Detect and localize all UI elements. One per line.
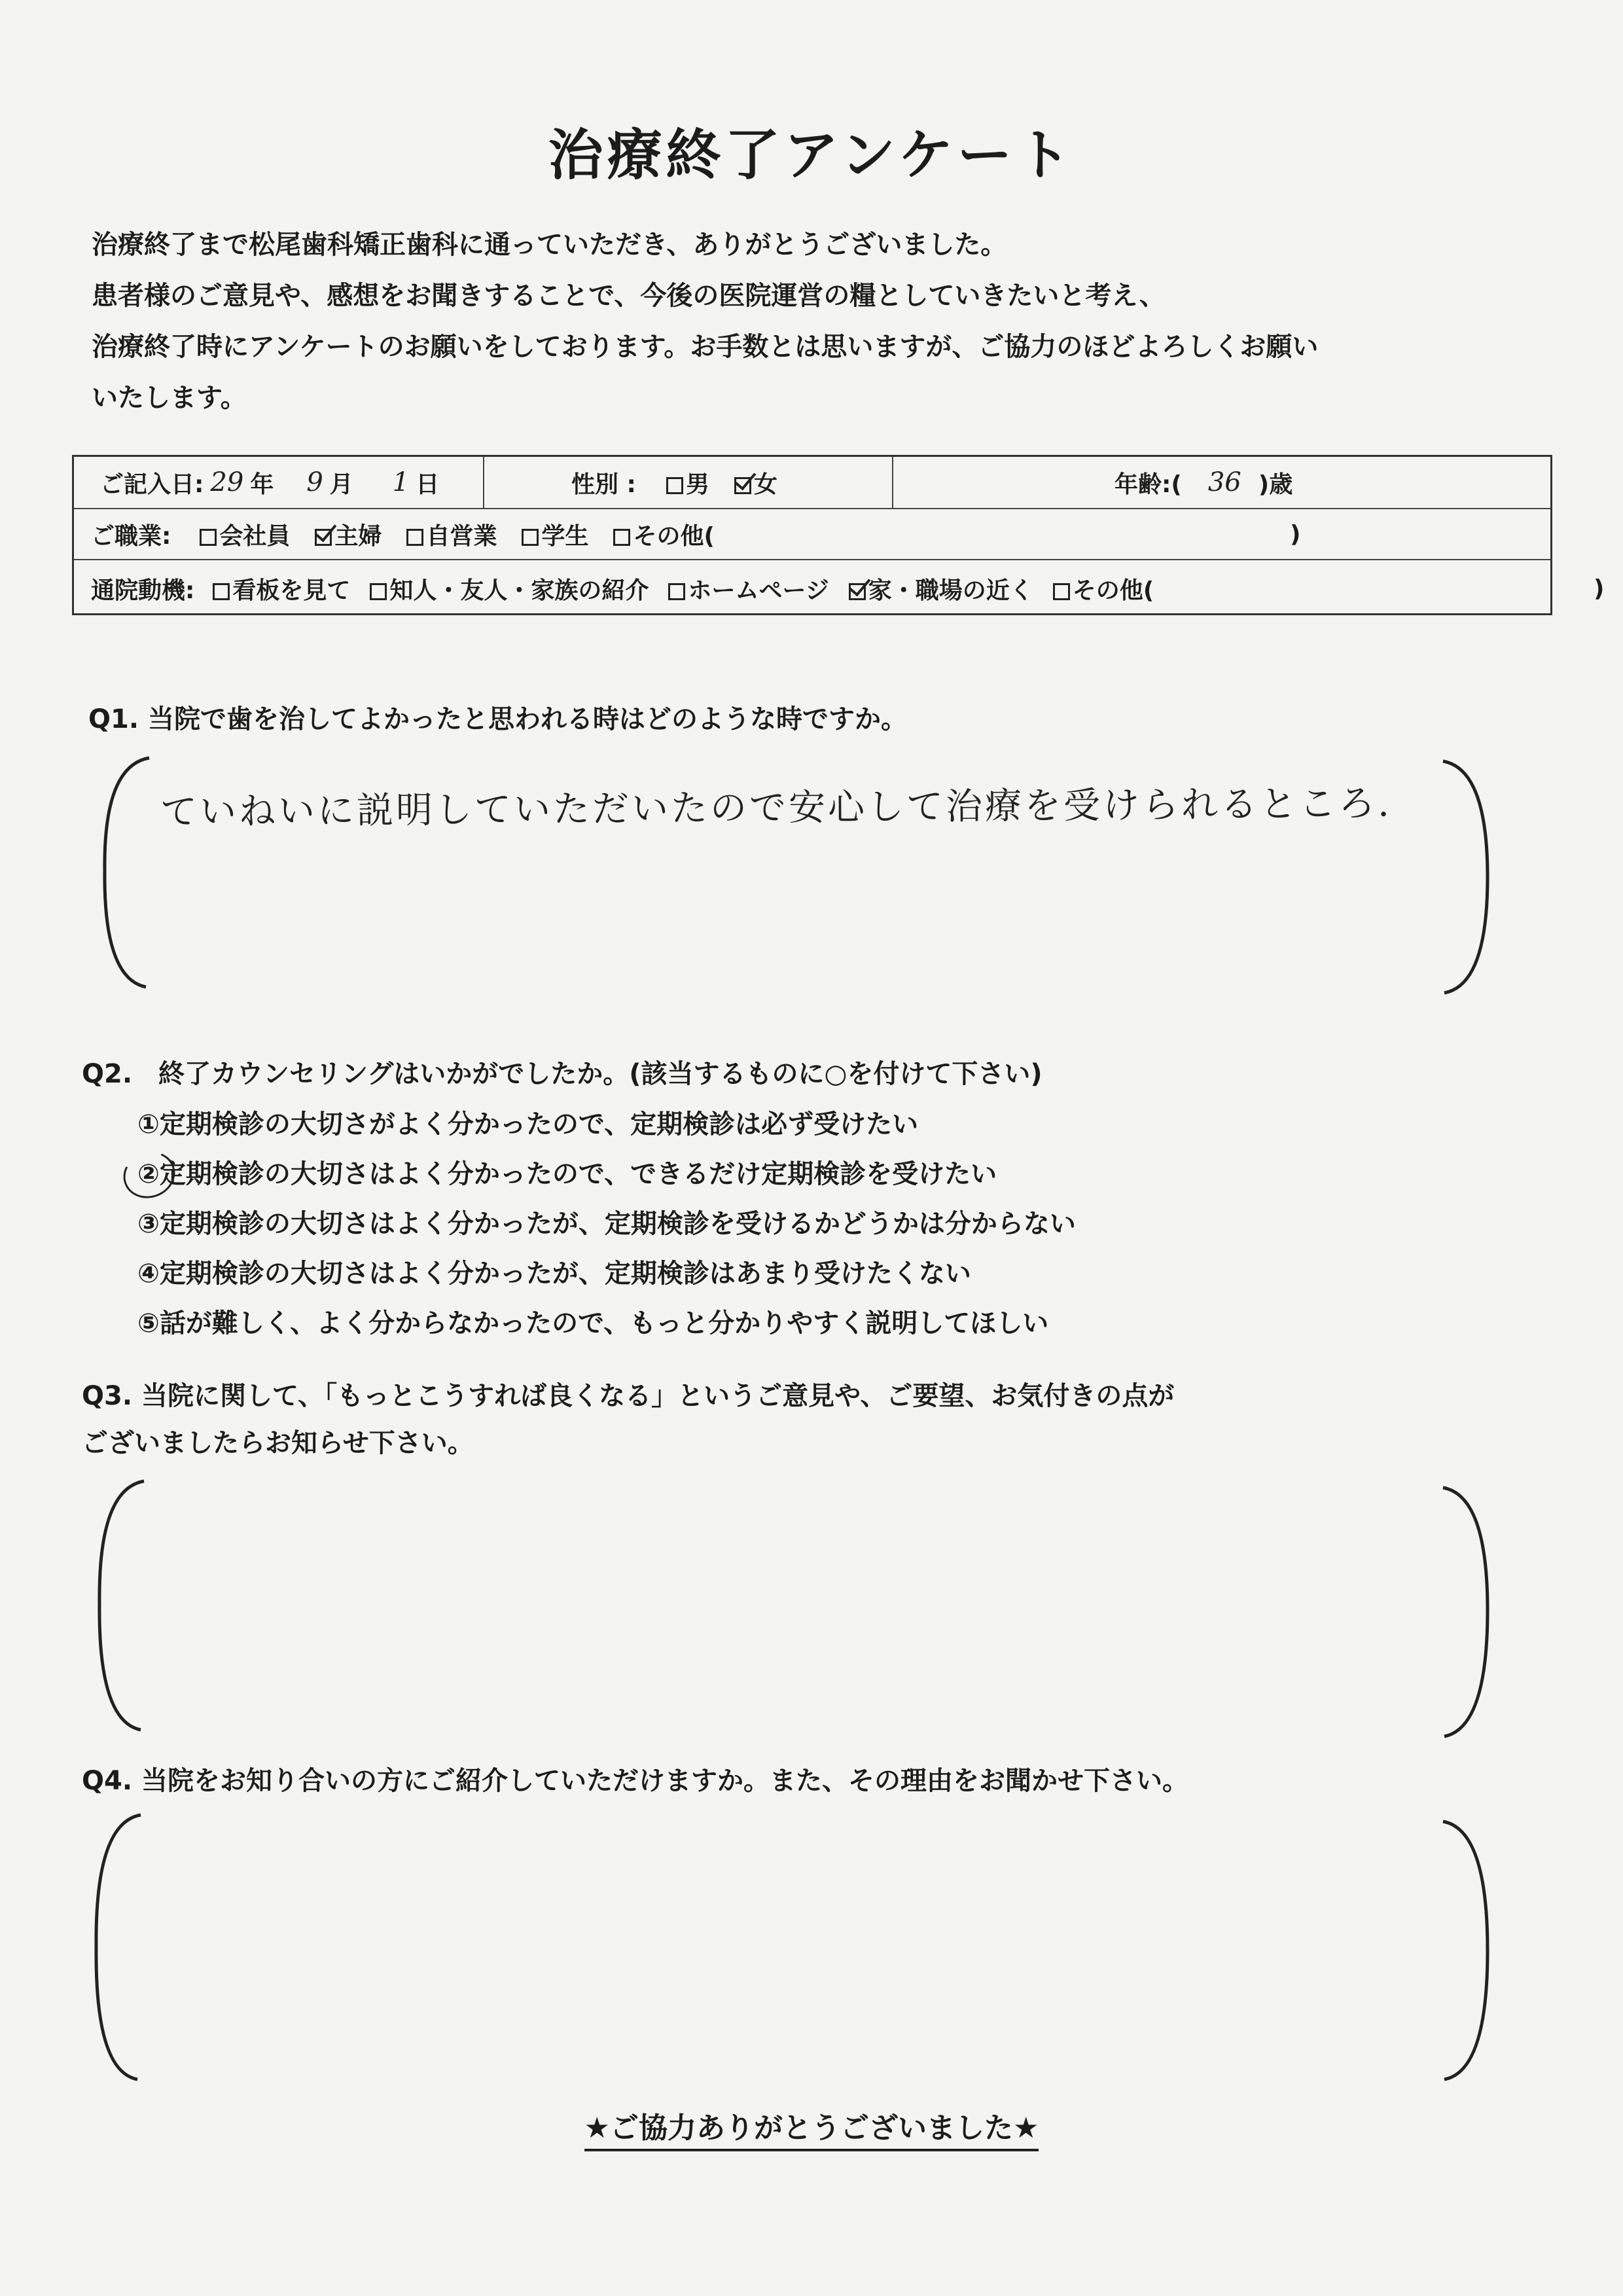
job-option-self-employed[interactable]: 自営業 xyxy=(406,518,497,551)
occupation-field xyxy=(91,509,740,559)
checkbox-icon[interactable] xyxy=(200,529,217,546)
divider xyxy=(483,457,484,508)
date-month-value: 9 xyxy=(306,467,323,497)
intro-line: いたします。 xyxy=(92,383,247,413)
job-option-housewife[interactable]: 主婦 xyxy=(315,518,382,551)
motive-option-referral[interactable]: 知人・友人・家族の紹介 xyxy=(370,572,649,605)
q3-question-line1: Q3. 当院に関して、「もっとこうすれば良くなる」というご意見や、ご要望、お気付きの点が xyxy=(82,1381,1175,1411)
q3-left-bracket-icon xyxy=(92,1476,151,1734)
intro-line: 患者様のご意見や、感想をお聞きすることで、今後の医院運営の糧としていきたいと考え、 xyxy=(92,281,1166,311)
job-option-other[interactable]: その他( xyxy=(613,518,714,551)
q2-choice[interactable]: ④定期検診の大切さはよく分かったが、定期検診はあまり受けたくない xyxy=(137,1259,971,1289)
motive-option-signboard[interactable]: 看板を見て xyxy=(213,572,350,605)
q2-choices xyxy=(137,1100,1076,1348)
q4-left-bracket-icon xyxy=(88,1810,147,2085)
q3-question-line2: ございましたらお知らせ下さい。 xyxy=(82,1428,474,1458)
motive-label: 通院動機: xyxy=(91,577,195,604)
gender-label: 性別 : xyxy=(571,471,636,498)
info-row-date-gender-age xyxy=(74,457,1550,509)
gender-male-option[interactable]: 男 xyxy=(666,466,709,499)
q3-answer-field[interactable] xyxy=(157,1486,1433,1728)
page-title: 治療終了アンケート xyxy=(548,123,1075,187)
checkbox-checked-icon[interactable] xyxy=(315,529,332,546)
q4-answer-field[interactable] xyxy=(157,1820,1433,2075)
q1-left-bracket-icon xyxy=(97,753,156,992)
checkbox-icon[interactable] xyxy=(613,529,630,546)
job-option-student[interactable]: 学生 xyxy=(522,518,588,551)
checkbox-icon[interactable] xyxy=(370,583,387,600)
occupation-close-paren: ) xyxy=(1290,520,1301,548)
gender-female-option[interactable]: 女 xyxy=(734,466,777,499)
q1-answer-field[interactable]: ていねいに説明していただいたので安心して治療を受けられるところ. xyxy=(160,782,1393,834)
checkbox-icon[interactable] xyxy=(522,529,539,546)
date-year-value: 29 xyxy=(210,467,244,497)
info-row-occupation xyxy=(74,509,1550,560)
intro-line: 治療終了時にアンケートのお願いをしております。お手数とは思いますが、ご協力のほどよろしくお願い xyxy=(92,332,1319,362)
age-unit: )歳 xyxy=(1258,471,1293,498)
day-unit: 日 xyxy=(416,471,440,498)
occupation-label: ご職業: xyxy=(91,522,171,550)
motive-option-nearby[interactable]: 家・職場の近く xyxy=(849,572,1033,605)
checkbox-icon[interactable] xyxy=(666,477,683,494)
intro-line: 治療終了まで松尾歯科矯正歯科に通っていただき、ありがとうございました。 xyxy=(92,230,1007,260)
checkbox-checked-icon[interactable] xyxy=(849,583,866,600)
age-field[interactable] xyxy=(1115,457,1293,508)
q2-choice[interactable]: ①定期検診の大切さがよく分かったので、定期検診は必ず受けたい xyxy=(137,1109,919,1139)
date-field[interactable] xyxy=(100,457,439,508)
patient-info-table xyxy=(72,455,1605,615)
q3-right-bracket-icon xyxy=(1436,1482,1495,1741)
month-unit: 月 xyxy=(329,471,353,498)
q2-choice-selected[interactable]: ②定期検診の大切さはよく分かったので、できるだけ定期検診を受けたい xyxy=(137,1149,1076,1199)
gender-field xyxy=(571,457,802,508)
q2-choice[interactable]: ③定期検診の大切さはよく分かったが、定期検診を受けるかどうかは分からない xyxy=(137,1209,1076,1239)
checkbox-checked-icon[interactable] xyxy=(734,477,751,494)
q4-question: Q4. 当院をお知り合いの方にご紹介していただけますか。また、その理由をお聞かせ下さい。 xyxy=(82,1766,1188,1796)
q2-question: Q2. 終了カウンセリングはいかがでしたか。(該当するものに○を付けて下さい) xyxy=(82,1059,1043,1089)
checkbox-icon[interactable] xyxy=(668,583,685,600)
q2-choice[interactable]: ⑤話が難しく、よく分からなかったので、もっと分かりやすく説明してほしい xyxy=(137,1308,1049,1338)
age-value: 36 xyxy=(1207,467,1241,497)
checkbox-icon[interactable] xyxy=(213,583,230,600)
motive-close-paren: ) xyxy=(1594,575,1605,602)
year-unit: 年 xyxy=(250,471,274,498)
age-label: 年齢:( xyxy=(1115,471,1182,498)
footer-thanks: ★ご協力ありがとうございました★ xyxy=(0,2104,1623,2146)
motive-field xyxy=(91,560,1179,617)
divider xyxy=(892,457,893,508)
date-label: ご記入日: xyxy=(100,471,204,498)
checkbox-icon[interactable] xyxy=(1053,583,1070,600)
q1-right-bracket-icon xyxy=(1436,756,1495,998)
checkbox-icon[interactable] xyxy=(406,529,423,546)
q4-right-bracket-icon xyxy=(1436,1816,1495,2085)
date-day-value: 1 xyxy=(392,467,410,497)
info-row-motive xyxy=(74,560,1605,617)
q1-question: Q1. 当院で歯を治してよかったと思われる時はどのような時ですか。 xyxy=(88,704,907,734)
motive-option-other[interactable]: その他( xyxy=(1053,572,1154,605)
job-option-company[interactable]: 会社員 xyxy=(200,518,290,551)
selected-circle-icon xyxy=(116,1144,181,1205)
motive-option-homepage[interactable]: ホームページ xyxy=(668,572,829,605)
intro-text xyxy=(92,219,1318,423)
